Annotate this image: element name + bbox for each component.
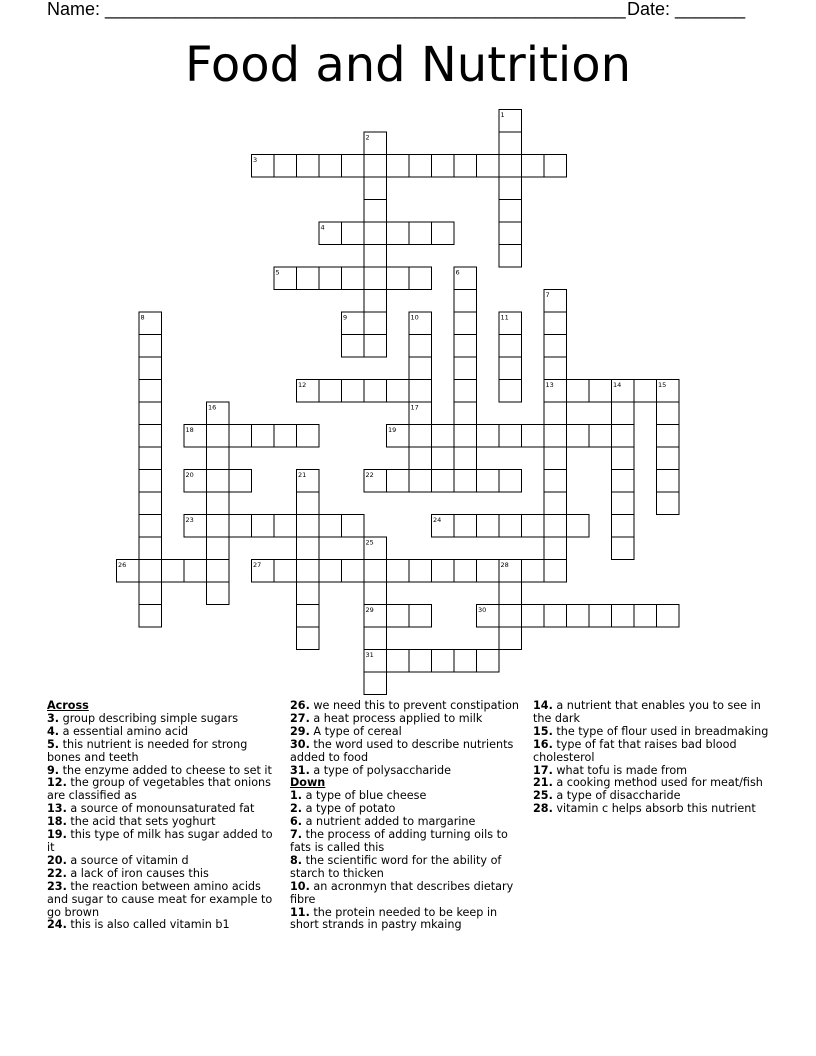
grid-cell[interactable] [409, 155, 432, 178]
grid-cell[interactable] [364, 560, 387, 583]
grid-cell[interactable] [139, 492, 162, 515]
grid-cell[interactable] [297, 627, 320, 650]
page-title: Food and Nutrition [184, 37, 632, 93]
clue-number: 4. [47, 724, 60, 738]
grid-cell[interactable] [657, 425, 680, 448]
clue-number: 11. [290, 905, 310, 919]
grid-cell[interactable] [454, 402, 477, 425]
grid-cell[interactable] [139, 605, 162, 628]
grid-cell[interactable] [499, 605, 522, 628]
clue-text: a nutrient added to margarine [302, 815, 476, 829]
clue-text: a type of polysaccharide [309, 763, 451, 777]
grid-cell[interactable] [387, 267, 410, 290]
grid-cell[interactable] [364, 155, 387, 178]
grid-cell[interactable] [252, 425, 275, 448]
grid-cell[interactable] [364, 200, 387, 223]
grid-cell[interactable] [522, 605, 545, 628]
clue-text: an acronmyn that describes dietary fibre [290, 879, 514, 906]
grid-cell[interactable] [454, 560, 477, 583]
grid-cell[interactable] [589, 425, 612, 448]
grid-cell[interactable] [477, 470, 500, 493]
grid-cell[interactable] [544, 155, 567, 178]
clue-item [47, 881, 283, 920]
grid-cell[interactable] [499, 425, 522, 448]
clue-text: a cooking method used for meat/fish [552, 776, 763, 790]
grid-cell[interactable] [364, 222, 387, 245]
grid-cell[interactable] [612, 492, 635, 515]
clue-number: 8. [290, 853, 303, 867]
cell-number: 4 [320, 223, 325, 232]
grid-cell[interactable] [139, 470, 162, 493]
clue-number: 19. [47, 828, 67, 842]
grid-cell[interactable] [522, 155, 545, 178]
cell-number: 10 [410, 313, 419, 322]
clue-number: 9. [47, 763, 60, 777]
clue-text: a essential amino acid [59, 724, 189, 738]
grid-cell[interactable] [499, 470, 522, 493]
clue-text: a heat process applied to milk [309, 711, 483, 725]
grid-cell[interactable] [139, 447, 162, 470]
grid-cell[interactable] [454, 380, 477, 403]
grid-cell[interactable] [544, 515, 567, 538]
grid-cell[interactable] [499, 222, 522, 245]
grid-cell[interactable] [229, 515, 252, 538]
grid-cell[interactable] [139, 582, 162, 605]
clue-text: the type of flour used in breadmaking [552, 724, 769, 738]
grid-cell[interactable] [499, 132, 522, 155]
cell-number: 30 [478, 606, 487, 614]
grid-cell[interactable] [297, 515, 320, 538]
grid-cell[interactable] [544, 425, 567, 448]
grid-cell[interactable] [139, 425, 162, 448]
grid-cell[interactable] [477, 155, 500, 178]
grid-cell[interactable] [657, 447, 680, 470]
grid-cell[interactable] [657, 605, 680, 628]
grid-cell[interactable] [409, 357, 432, 380]
clue-text: the scientific word for the ability of starch to thicken [290, 853, 502, 880]
grid-cell[interactable] [612, 425, 635, 448]
grid-cell[interactable] [499, 245, 522, 268]
clue-item [290, 881, 520, 907]
cell-number: 28 [500, 561, 509, 569]
grid-cell[interactable] [139, 357, 162, 380]
grid-cell[interactable] [364, 335, 387, 358]
cell-number: 27 [253, 561, 262, 569]
grid-cell[interactable] [544, 470, 567, 493]
clue-number: 26. [290, 699, 310, 712]
grid-cell[interactable] [364, 245, 387, 268]
clue-column-2 [290, 700, 520, 932]
clue-item [290, 907, 520, 933]
clue-number: 22. [47, 866, 67, 880]
grid-cell[interactable] [207, 537, 230, 560]
grid-cell[interactable] [139, 515, 162, 538]
cell-number: 31 [365, 651, 374, 659]
clue-number: 25. [533, 789, 553, 803]
clue-number: 7. [290, 828, 303, 842]
clue-item [533, 803, 769, 816]
grid-cell[interactable] [612, 402, 635, 425]
cell-number: 24 [433, 516, 442, 524]
grid-cell[interactable] [567, 425, 590, 448]
grid-cell[interactable] [162, 560, 185, 583]
cell-number: 2 [365, 133, 370, 142]
grid-cell[interactable] [567, 515, 590, 538]
clue-item [47, 777, 283, 803]
grid-cell[interactable] [522, 560, 545, 583]
grid-cell[interactable] [454, 470, 477, 493]
clue-text: a nutrient that enables you to see in the dark [533, 699, 761, 725]
grid-cell[interactable] [454, 447, 477, 470]
cell-number: 13 [545, 381, 554, 389]
cell-number: 5 [275, 268, 280, 277]
clue-item [290, 855, 520, 881]
grid-cell[interactable] [387, 222, 410, 245]
grid-cell[interactable] [454, 312, 477, 335]
clue-number: 24. [47, 918, 67, 932]
clue-column-1 [47, 700, 283, 932]
grid-cell[interactable] [342, 380, 365, 403]
grid-cell[interactable] [319, 267, 342, 290]
grid-cell[interactable] [364, 380, 387, 403]
clue-item [47, 919, 283, 932]
clue-number: 16. [533, 737, 553, 751]
cell-number: 14 [613, 381, 622, 389]
cell-number: 12 [298, 381, 307, 389]
grid-cell[interactable] [544, 492, 567, 515]
cell-number: 3 [253, 156, 258, 164]
clue-column-3 [533, 700, 769, 816]
grid-cell[interactable] [634, 380, 657, 403]
grid-cell[interactable] [139, 560, 162, 583]
cell-number: 6 [455, 268, 460, 277]
clue-text: group describing simple sugars [59, 711, 239, 725]
grid-cell[interactable] [409, 470, 432, 493]
date-blank[interactable]: _______ [675, 0, 746, 19]
grid-cell[interactable] [229, 425, 252, 448]
grid-cell[interactable] [612, 470, 635, 493]
grid-cell[interactable] [139, 402, 162, 425]
grid-cell[interactable] [499, 335, 522, 358]
grid-cell[interactable] [477, 515, 500, 538]
grid-cell[interactable] [522, 515, 545, 538]
grid-cell[interactable] [274, 425, 297, 448]
clue-number: 29. [290, 724, 310, 738]
name-blank[interactable]: ____________________________________________________ [105, 0, 626, 19]
clue-text: a type of potato [302, 802, 396, 816]
grid-cell[interactable] [207, 447, 230, 470]
grid-cell[interactable] [544, 537, 567, 560]
grid-cell[interactable] [297, 605, 320, 628]
clue-number: 15. [533, 724, 553, 738]
clue-text: what tofu is made from [552, 763, 688, 777]
grid-cell[interactable] [544, 335, 567, 358]
grid-cell[interactable] [612, 537, 635, 560]
clue-text: this is also called vitamin b1 [66, 918, 230, 932]
clue-text: a source of monounsaturated fat [66, 802, 255, 816]
grid-cell[interactable] [364, 672, 387, 695]
cell-number: 17 [410, 403, 419, 412]
grid-cell[interactable] [409, 650, 432, 673]
grid-cell[interactable] [567, 380, 590, 403]
clue-text: the enzyme added to cheese to set it [59, 763, 272, 777]
grid-cell[interactable] [319, 380, 342, 403]
clue-item [47, 739, 283, 765]
clue-text: this nutrient is needed for strong bones and teeth [47, 737, 248, 764]
cell-number: 15 [658, 381, 667, 389]
grid-cell[interactable] [297, 582, 320, 605]
grid-cell[interactable] [499, 155, 522, 178]
grid-cell[interactable] [387, 470, 410, 493]
grid-cell[interactable] [139, 537, 162, 560]
grid-cell[interactable] [499, 177, 522, 200]
grid-cell[interactable] [409, 560, 432, 583]
grid-cell[interactable] [589, 380, 612, 403]
clue-number: 17. [533, 763, 553, 777]
grid-cell[interactable] [634, 605, 657, 628]
cell-number: 25 [365, 538, 374, 547]
clue-text: A type of cereal [309, 724, 402, 738]
grid-cell[interactable] [454, 357, 477, 380]
grid-cell[interactable] [274, 515, 297, 538]
grid-cell[interactable] [454, 515, 477, 538]
clue-item [290, 739, 520, 765]
clue-number: 18. [47, 815, 67, 829]
grid-cell[interactable] [409, 335, 432, 358]
grid-cell[interactable] [499, 582, 522, 605]
grid-cell[interactable] [499, 380, 522, 403]
cell-number: 18 [185, 426, 194, 434]
grid-cell[interactable] [499, 515, 522, 538]
grid-cell[interactable] [387, 560, 410, 583]
clue-number: 5. [47, 737, 60, 751]
grid-cell[interactable] [252, 515, 275, 538]
clue-item [290, 829, 520, 855]
clue-number: 14. [533, 699, 553, 712]
grid-cell[interactable] [139, 380, 162, 403]
grid-cell[interactable] [207, 515, 230, 538]
clue-text: we need this to prevent constipation [309, 699, 519, 712]
grid-cell[interactable] [297, 267, 320, 290]
grid-cell[interactable] [409, 447, 432, 470]
grid-cell[interactable] [544, 357, 567, 380]
clue-text: a type of disaccharide [552, 789, 681, 803]
clue-item [47, 829, 283, 855]
clue-text: the process of adding turning oils to fats is called this [290, 828, 508, 854]
grid-cell[interactable] [387, 380, 410, 403]
grid-cell[interactable] [409, 222, 432, 245]
date-label: Date: [627, 0, 676, 19]
clue-number: 23. [47, 879, 67, 893]
clue-text: the reaction between amino acids and sugar to cause meat for example to go brown [47, 879, 273, 919]
down-heading: Down [290, 776, 326, 790]
grid-cell[interactable] [184, 560, 207, 583]
grid-cell[interactable] [432, 425, 455, 448]
clue-number: 3. [47, 711, 60, 725]
grid-cell[interactable] [657, 470, 680, 493]
grid-cell[interactable] [544, 447, 567, 470]
name-label: Name: [47, 0, 106, 19]
grid-cell[interactable] [364, 582, 387, 605]
grid-cell[interactable] [297, 425, 320, 448]
grid-cell[interactable] [342, 222, 365, 245]
clue-text: vitamin c helps absorb this nutrient [552, 802, 756, 816]
grid-cell[interactable] [342, 335, 365, 358]
clue-text: the protein needed to be keep in short strands in pastry mkaing [290, 905, 498, 932]
cell-number: 16 [208, 403, 217, 412]
cell-number: 22 [365, 471, 374, 479]
clue-number: 31. [290, 763, 310, 777]
clue-number: 10. [290, 879, 310, 893]
clue-number: 21. [533, 776, 553, 790]
cell-number: 26 [118, 561, 127, 569]
clue-item [533, 739, 769, 765]
clue-text: the word used to describe nutrients added to food [290, 737, 514, 764]
clue-number: 28. [533, 802, 553, 816]
grid-cell[interactable] [207, 425, 230, 448]
grid-cell[interactable] [297, 560, 320, 583]
clue-number: 12. [47, 776, 67, 790]
grid-cell[interactable] [409, 605, 432, 628]
grid-cell[interactable] [342, 560, 365, 583]
grid-cell[interactable] [612, 515, 635, 538]
clue-text: the acid that sets yoghurt [66, 815, 216, 829]
grid-cell[interactable] [499, 627, 522, 650]
clue-number: 1. [290, 789, 303, 803]
cell-number: 23 [185, 516, 194, 524]
grid-cell[interactable] [139, 335, 162, 358]
grid-cell[interactable] [477, 650, 500, 673]
grid-cell[interactable] [544, 402, 567, 425]
grid-cell[interactable] [432, 650, 455, 673]
cell-number: 19 [388, 426, 397, 434]
grid-cell[interactable] [567, 605, 590, 628]
grid-cell[interactable] [454, 155, 477, 178]
grid-cell[interactable] [612, 605, 635, 628]
grid-cell[interactable] [342, 155, 365, 178]
cell-number: 11 [500, 313, 509, 322]
clue-number: 6. [290, 815, 303, 829]
clue-text: a lack of iron causes this [66, 866, 209, 880]
grid-cell[interactable] [409, 380, 432, 403]
grid-cell[interactable] [454, 335, 477, 358]
grid-cell[interactable] [364, 177, 387, 200]
grid-cell[interactable] [274, 155, 297, 178]
grid-cell[interactable] [589, 605, 612, 628]
grid-cell[interactable] [544, 312, 567, 335]
cell-number: 9 [343, 313, 348, 322]
grid-cell[interactable] [364, 627, 387, 650]
grid-cell[interactable] [477, 425, 500, 448]
grid-cell[interactable] [612, 447, 635, 470]
grid-cell[interactable] [499, 200, 522, 223]
grid-cell[interactable] [207, 560, 230, 583]
grid-cell[interactable] [387, 605, 410, 628]
grid-cell[interactable] [409, 267, 432, 290]
grid-cell[interactable] [207, 470, 230, 493]
grid-cell[interactable] [409, 425, 432, 448]
grid-cell[interactable] [657, 402, 680, 425]
grid-cell[interactable] [454, 290, 477, 313]
grid-cell[interactable] [432, 222, 455, 245]
clue-text: the group of vegetables that onions are classified as [47, 776, 271, 803]
grid-cell[interactable] [522, 425, 545, 448]
grid-cell[interactable] [454, 650, 477, 673]
clue-text: a source of vitamin d [66, 853, 189, 867]
grid-cell[interactable] [274, 560, 297, 583]
grid-cell[interactable] [297, 492, 320, 515]
grid-cell[interactable] [544, 560, 567, 583]
cell-number: 21 [298, 471, 307, 479]
cell-number: 8 [140, 313, 145, 322]
grid-cell[interactable] [387, 650, 410, 673]
cell-number: 7 [545, 291, 550, 299]
grid-cell[interactable] [432, 155, 455, 178]
grid-cell[interactable] [297, 537, 320, 560]
grid-cell[interactable] [454, 425, 477, 448]
clue-number: 30. [290, 737, 310, 751]
clue-number: 20. [47, 853, 67, 867]
cell-number: 1 [500, 111, 505, 119]
grid-cell[interactable] [342, 267, 365, 290]
clue-number: 2. [290, 802, 303, 816]
grid-cell[interactable] [319, 155, 342, 178]
grid-cell[interactable] [319, 560, 342, 583]
grid-cell[interactable] [342, 515, 365, 538]
clue-number: 27. [290, 711, 310, 725]
grid-cell[interactable] [207, 582, 230, 605]
grid-cell[interactable] [499, 357, 522, 380]
grid-cell[interactable] [319, 515, 342, 538]
grid-cell[interactable] [297, 155, 320, 178]
clue-text: a type of blue cheese [302, 789, 427, 803]
grid-cell[interactable] [364, 312, 387, 335]
cell-number: 29 [365, 606, 374, 614]
grid-cell[interactable] [477, 560, 500, 583]
grid-cell[interactable] [432, 560, 455, 583]
grid-cell[interactable] [544, 605, 567, 628]
clue-text: this type of milk has sugar added to it [47, 828, 273, 854]
grid-cell[interactable] [432, 470, 455, 493]
clue-item [533, 700, 769, 726]
cell-number: 20 [185, 471, 194, 479]
clue-number: 13. [47, 802, 67, 816]
grid-cell[interactable] [229, 470, 252, 493]
grid-cell[interactable] [207, 492, 230, 515]
grid-cell[interactable] [364, 267, 387, 290]
across-heading: Across [47, 699, 89, 712]
grid-cell[interactable] [657, 492, 680, 515]
grid-cell[interactable] [387, 155, 410, 178]
clue-text: type of fat that raises bad blood cholesterol [533, 737, 737, 764]
grid-cell[interactable] [364, 290, 387, 313]
